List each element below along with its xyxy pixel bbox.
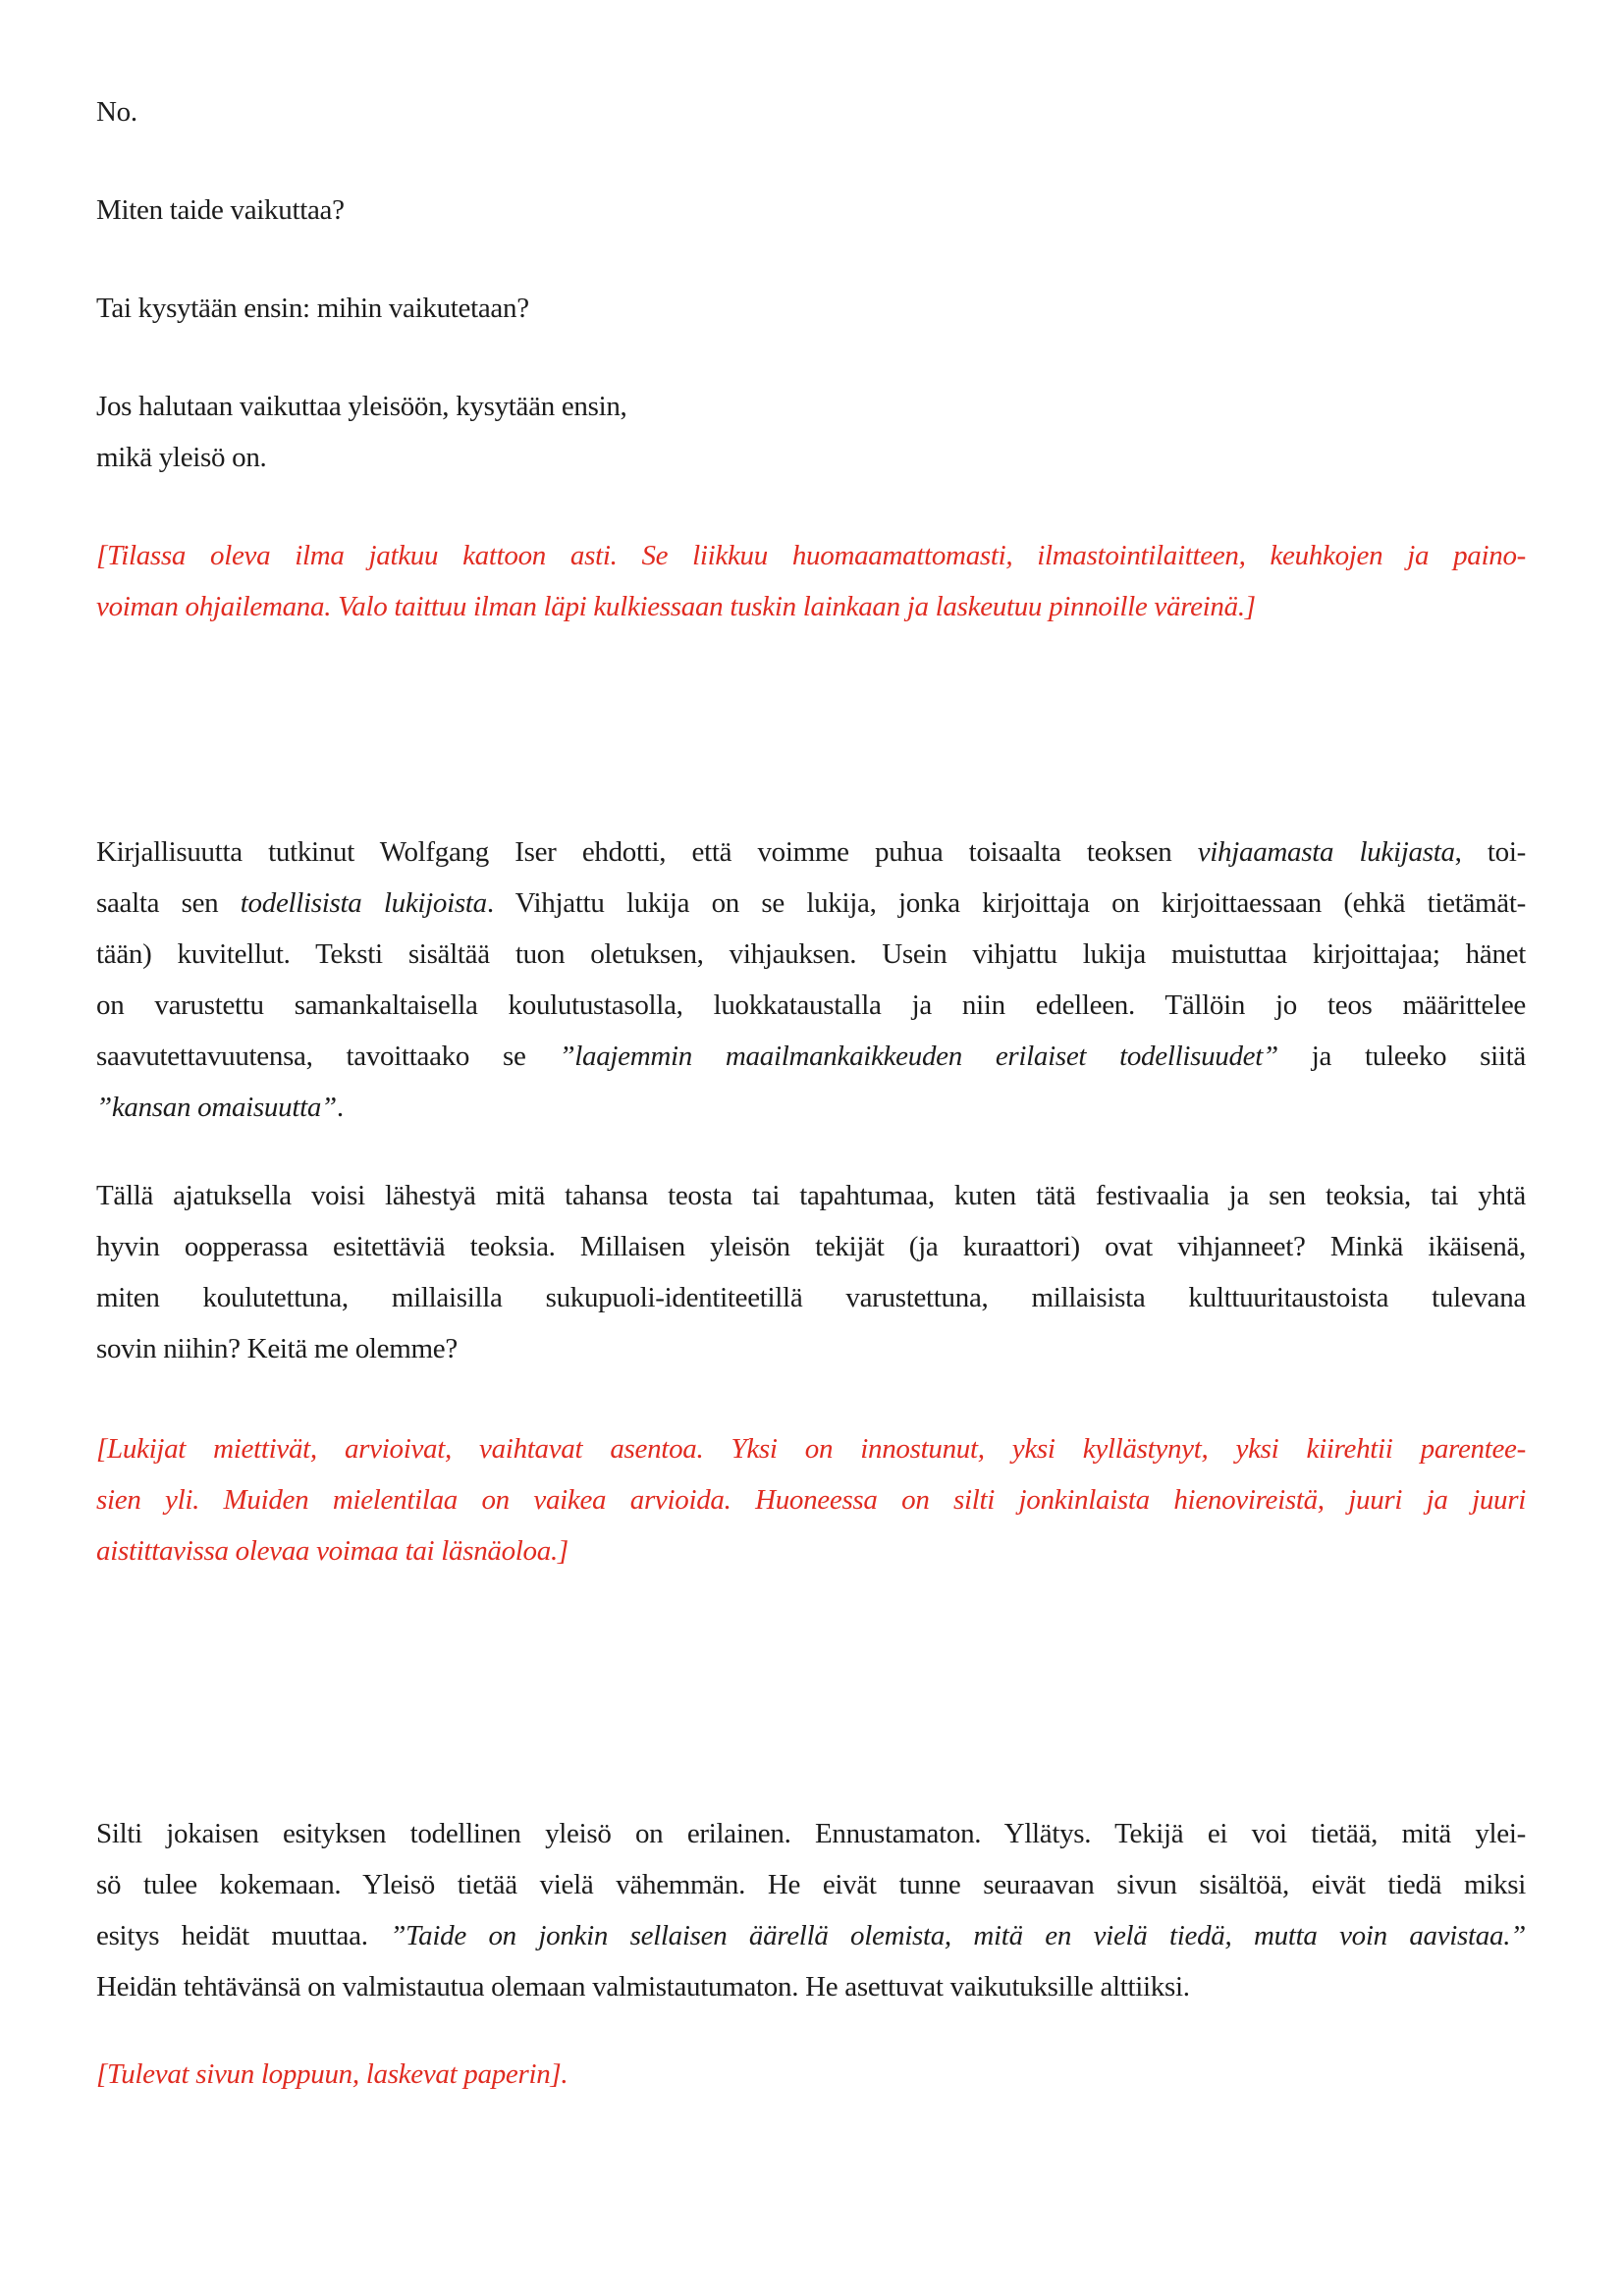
body-text: . Vihjattu lukija on se lukija, jonka kirjoittaja on kirjoittaessaan (ehkä tietämät- [486, 887, 1526, 919]
text-line [96, 581, 1526, 632]
text-line [96, 878, 1526, 929]
emphasized-text: vihjaamasta lukijasta [1197, 836, 1455, 868]
emphasized-text: todellisista lukijoista [240, 887, 487, 919]
body-text: Heidän tehtävänsä on valmistautua olemaan valmistautumaton. He asettuvat vaikutuksille alttiiksi. [96, 1971, 1190, 2002]
body-text: [Tulevat sivun loppuun, laskevat paperin]. [96, 2058, 568, 2090]
body-text: Miten taide vaikuttaa? [96, 194, 345, 226]
text-line [96, 1859, 1526, 1910]
body-text: saavutettavuutensa, tavoittaako se [96, 1041, 560, 1072]
body-text: ja tuleeko siitä [1277, 1041, 1527, 1072]
text-line [96, 1323, 1526, 1374]
body-text: tään) kuvitellut. Teksti sisältää tuon oletuksen, vihjauksen. Usein vihjattu lukija muistuttaa kirjoittajaa; hänet [96, 938, 1526, 970]
text-line [96, 1525, 1526, 1576]
emphasized-text: ”Taide on jonkin sellaisen äärellä olemista, mitä en vielä tiedä, mutta voin aavistaa.” [390, 1920, 1526, 1951]
body-text: esitys heidät muuttaa. [96, 1920, 391, 1951]
text-line [96, 1170, 1526, 1221]
text-line [96, 1474, 1526, 1525]
line-no [96, 86, 1526, 137]
text-line [96, 929, 1526, 980]
text-line [96, 530, 1526, 581]
text-line [96, 1272, 1526, 1323]
body-text: [Tilassa oleva ilma jatkuu kattoon asti. Se liikkuu huomaamattomasti, ilmastointilaitteen, keuhkojen ja paino- [96, 540, 1526, 571]
text-line [96, 185, 1526, 236]
body-text: sö tulee kokemaan. Yleisö tietää vielä vähemmän. He eivät tunne seuraavan sivun sisältöä, eivät tiedä miksi [96, 1869, 1526, 1900]
body-text: Jos halutaan vaikuttaa yleisöön, kysytään ensin, [96, 391, 627, 422]
question-what-is-affected [96, 283, 1526, 334]
text-line [96, 1808, 1526, 1859]
body-text: sien yli. Muiden mielentilaa on vaikea arvioida. Huoneessa on silti jonkinlaista hienovireistä, juuri ja juuri [96, 1484, 1526, 1516]
text-line [96, 1082, 1526, 1133]
body-text: Tällä ajatuksella voisi lähestyä mitä tahansa teosta tai tapahtumaa, kuten tätä festivaalia ja sen teoksia, tai yhtä [96, 1180, 1526, 1211]
text-line [96, 2049, 1526, 2100]
body-text: Kirjallisuutta tutkinut Wolfgang Iser ehdotti, että voimme puhua toisaalta teoksen [96, 836, 1198, 868]
statement-audience [96, 381, 1526, 483]
body-text: . [336, 1092, 344, 1123]
question-how-art-affects [96, 185, 1526, 236]
text-line [96, 980, 1526, 1031]
text-line [96, 1221, 1526, 1272]
stage-note-end-of-page [96, 2049, 1526, 2100]
text-line [96, 381, 1526, 432]
paragraph-festival [96, 1170, 1526, 1374]
body-text: , toi- [1454, 836, 1526, 868]
body-text: No. [96, 96, 137, 128]
text-line [96, 1961, 1526, 2012]
body-text: Tai kysytään ensin: mihin vaikutetaan? [96, 293, 529, 324]
paragraph-iser [96, 827, 1526, 1133]
text-line [96, 432, 1526, 483]
paragraph-real-audience [96, 1808, 1526, 2012]
body-text: miten koulutettuna, millaisilla sukupuoli-identiteetillä varustettuna, millaisista kulttuuritaustoista tulevana [96, 1282, 1526, 1313]
body-text: [Lukijat miettivät, arvioivat, vaihtavat asentoa. Yksi on innostunut, yksi kyllästynyt, yksi kiirehtii parentee- [96, 1433, 1526, 1465]
body-text: saalta sen [96, 887, 241, 919]
text-line [96, 1910, 1526, 1961]
body-text: Silti jokaisen esityksen todellinen yleisö on erilainen. Ennustamaton. Yllätys. Tekijä ei voi tietää, mitä ylei- [96, 1818, 1526, 1849]
body-text: voiman ohjailemana. Valo taittuu ilman läpi kulkiessaan tuskin lainkaan ja laskeutuu pinnoille väreinä.] [96, 591, 1256, 622]
body-text: sovin niihin? Keitä me olemme? [96, 1333, 458, 1364]
stage-note-air [96, 530, 1526, 632]
text-line [96, 283, 1526, 334]
emphasized-text: ”laajemmin maailmankaikkeuden erilaiset todellisuudet” [559, 1041, 1278, 1072]
body-text: on varustettu samankaltaisella koulutustasolla, luokkataustalla ja niin edelleen. Tällöin jo teos määrittelee [96, 989, 1526, 1021]
emphasized-text: ”kansan omaisuutta” [96, 1092, 337, 1123]
text-line [96, 1423, 1526, 1474]
text-line [96, 86, 1526, 137]
text-line [96, 1031, 1526, 1082]
text-line [96, 827, 1526, 878]
stage-note-readers [96, 1423, 1526, 1576]
body-text: aistittavissa olevaa voimaa tai läsnäoloa.] [96, 1535, 568, 1567]
body-text: hyvin oopperassa esitettäviä teoksia. Millaisen yleisön tekijät (ja kuraattori) ovat vihjanneet? Minkä ikäisenä, [96, 1231, 1526, 1262]
body-text: mikä yleisö on. [96, 442, 267, 473]
